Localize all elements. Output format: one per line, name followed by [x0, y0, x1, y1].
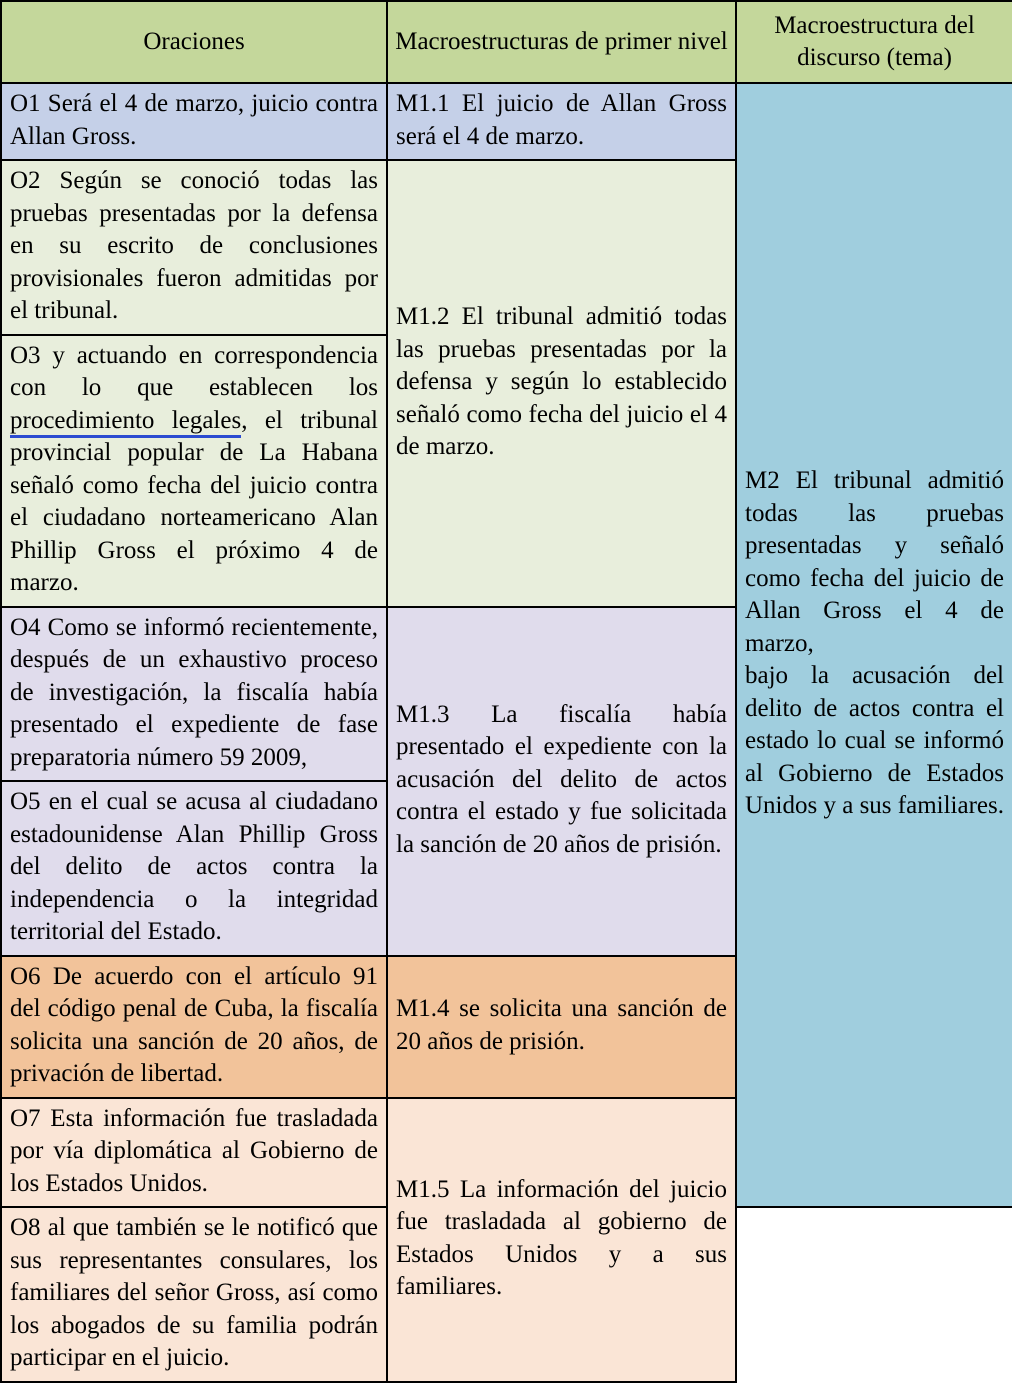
macro-discourse-cell-m2 [736, 83, 1012, 1207]
sentence-cell-o7: O7 Esta información fue trasladada por vía diplomática al Gobierno de los Estados Unidos. [1, 1098, 387, 1208]
header-row [1, 1, 1012, 83]
o3-grammar-marked-phrase: procedimiento legales [10, 407, 241, 438]
sentence-cell-o5: O5 en el cual se acusa al ciudadano estadounidense Alan Phillip Gross del delito de actos contra la independencia o la integridad territorial del Estado. [1, 781, 387, 956]
macro-cell-m1-4: M1.4 se solicita una sanción de 20 años de prisión. [387, 956, 736, 1098]
column-header-macroestructuras-primer-nivel: Macroestructuras de primer nivel [387, 1, 736, 83]
sentence-cell-o6: O6 De acuerdo con el artículo 91 del código penal de Cuba, la fiscalía solicita una sanción de 20 años, de privación de libertad. [1, 956, 387, 1098]
sentence-cell-o3 [1, 335, 387, 607]
table-header [1, 1, 1012, 83]
sentence-cell-o8: O8 al que también se le notificó que sus representantes consulares, los familiares del señor Gross, así como los abogados de su familia podrán participar en el juicio. [1, 1207, 387, 1382]
sentence-cell-o2: O2 Según se conoció todas las pruebas presentadas por la defensa en su escrito de conclusiones provisionales fueron admitidas por el tribunal. [1, 160, 387, 335]
table-body [1, 83, 1012, 1382]
column-header-oraciones: Oraciones [1, 1, 387, 83]
column-header-macroestructura-discurso: Macroestructura del discurso (tema) [736, 1, 1012, 83]
o3-text-part2: , el tribunal provincial popular de La Habana señaló como fecha del juicio contra el ciudadano norteamericano Alan Phillip Gross el próximo 4 de marzo. [10, 406, 378, 596]
m2-paragraph-1: M2 El tribunal admitió todas las pruebas presentadas y señaló como fecha del juicio de Allan Gross el 4 de marzo, [745, 467, 1004, 657]
macro-cell-m1-1: M1.1 El juicio de Allan Gross será el 4 de marzo. [387, 83, 736, 160]
macro-cell-m1-5: M1.5 La información del juicio fue trasladada al gobierno de Estados Unidos y a sus familiares. [387, 1098, 736, 1382]
o3-text-part1: O3 y actuando en correspondencia con lo que establecen los [10, 341, 378, 401]
table-row-o1 [1, 83, 1012, 160]
macro-cell-m1-2: M1.2 El tribunal admitió todas las pruebas presentadas por la defensa y según lo establecido señaló como fecha del juicio el 4 de marzo. [387, 160, 736, 607]
sentence-cell-o4: O4 Como se informó recientemente, después de un exhaustivo proceso de investigación, la fiscalía había presentado el expediente de fase preparatoria número 59 2009, [1, 607, 387, 782]
macro-cell-m1-3: M1.3 La fiscalía había presentado el expediente con la acusación del delito de actos contra el estado y fue solicitada la sanción de 20 años de prisión. [387, 607, 736, 956]
m2-paragraph-2: bajo la acusación del delito de actos contra el estado lo cual se informó al Gobierno de Estados Unidos y a sus familiares. [745, 662, 1004, 820]
sentence-cell-o1: O1 Será el 4 de marzo, juicio contra Allan Gross. [1, 83, 387, 160]
